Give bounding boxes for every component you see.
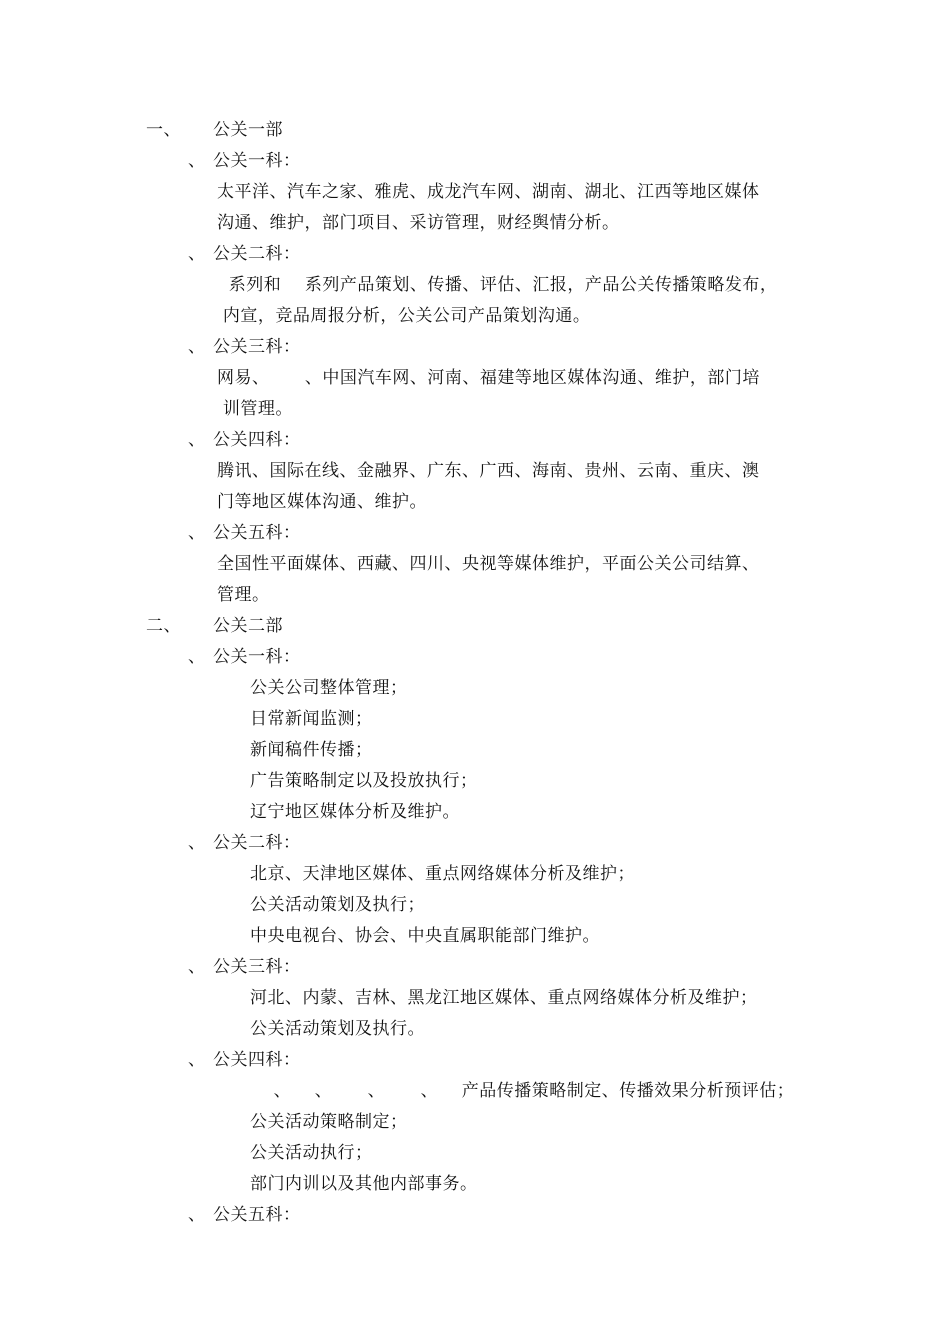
list-item: 公关活动策略制定； <box>250 1112 408 1132</box>
subsection-title: 公关五科： <box>213 1205 301 1225</box>
subsection-marker: 、 <box>188 1205 206 1225</box>
description-line: 系列和 系列产品策划、传播、评估、汇报，产品公关传播策略发布， <box>217 275 778 295</box>
description-line: 腾讯、国际在线、金融界、广东、广西、海南、贵州、云南、重庆、澳 <box>217 461 760 481</box>
subsection-title: 公关三科： <box>213 957 301 977</box>
list-item: 辽宁地区媒体分析及维护。 <box>250 802 460 822</box>
description-line: 训管理。 <box>217 399 293 419</box>
list-item: 公关活动执行； <box>250 1143 373 1163</box>
description-line: 网易、 、中国汽车网、河南、福建等地区媒体沟通、维护，部门培 <box>217 368 760 388</box>
list-item: 公关活动策划及执行。 <box>250 1019 425 1039</box>
list-item: 部门内训以及其他内部事务。 <box>250 1174 478 1194</box>
subsection-marker: 、 <box>188 833 206 853</box>
section-number: 二、 <box>146 616 181 636</box>
list-item: 日常新闻监测； <box>250 709 373 729</box>
subsection-marker: 、 <box>188 523 206 543</box>
subsection-title: 公关二科： <box>213 833 301 853</box>
description-line: 全国性平面媒体、西藏、四川、央视等媒体维护，平面公关公司结算、 <box>217 554 760 574</box>
list-item: 中央电视台、协会、中央直属职能部门维护。 <box>250 926 600 946</box>
subsection-marker: 、 <box>188 151 206 171</box>
subsection-title: 公关五科： <box>213 523 301 543</box>
description-line: 沟通、维护，部门项目、采访管理，财经舆情分析。 <box>217 213 620 233</box>
subsection-marker: 、 <box>188 957 206 977</box>
description-line: 管理。 <box>217 585 270 605</box>
subsection-marker: 、 <box>188 430 206 450</box>
subsection-title: 公关四科： <box>213 430 301 450</box>
subsection-marker: 、 <box>188 244 206 264</box>
list-item: 河北、内蒙、吉林、黑龙江地区媒体、重点网络媒体分析及维护； <box>250 988 758 1008</box>
subsection-marker: 、 <box>188 1050 206 1070</box>
list-item: 公关活动策划及执行； <box>250 895 425 915</box>
description-line: 内宣，竞品周报分析，公关公司产品策划沟通。 <box>217 306 591 326</box>
subsection-title: 公关一科： <box>213 151 301 171</box>
subsection-marker: 、 <box>188 647 206 667</box>
section-title: 公关二部 <box>213 616 283 636</box>
list-item: 公关公司整体管理； <box>250 678 408 698</box>
section-number: 一、 <box>146 120 181 140</box>
list-item: 广告策略制定以及投放执行； <box>250 771 478 791</box>
list-item: 、 、 、 、 产品传播策略制定、传播效果分析预评估； <box>250 1081 795 1101</box>
description-line: 太平洋、汽车之家、雅虎、成龙汽车网、湖南、湖北、江西等地区媒体 <box>217 182 760 202</box>
subsection-title: 公关四科： <box>213 1050 301 1070</box>
section-title: 公关一部 <box>213 120 283 140</box>
subsection-title: 公关二科： <box>213 244 301 264</box>
description-line: 门等地区媒体沟通、维护。 <box>217 492 427 512</box>
list-item: 北京、天津地区媒体、重点网络媒体分析及维护； <box>250 864 635 884</box>
subsection-title: 公关三科： <box>213 337 301 357</box>
list-item: 新闻稿件传播； <box>250 740 373 760</box>
subsection-title: 公关一科： <box>213 647 301 667</box>
subsection-marker: 、 <box>188 337 206 357</box>
